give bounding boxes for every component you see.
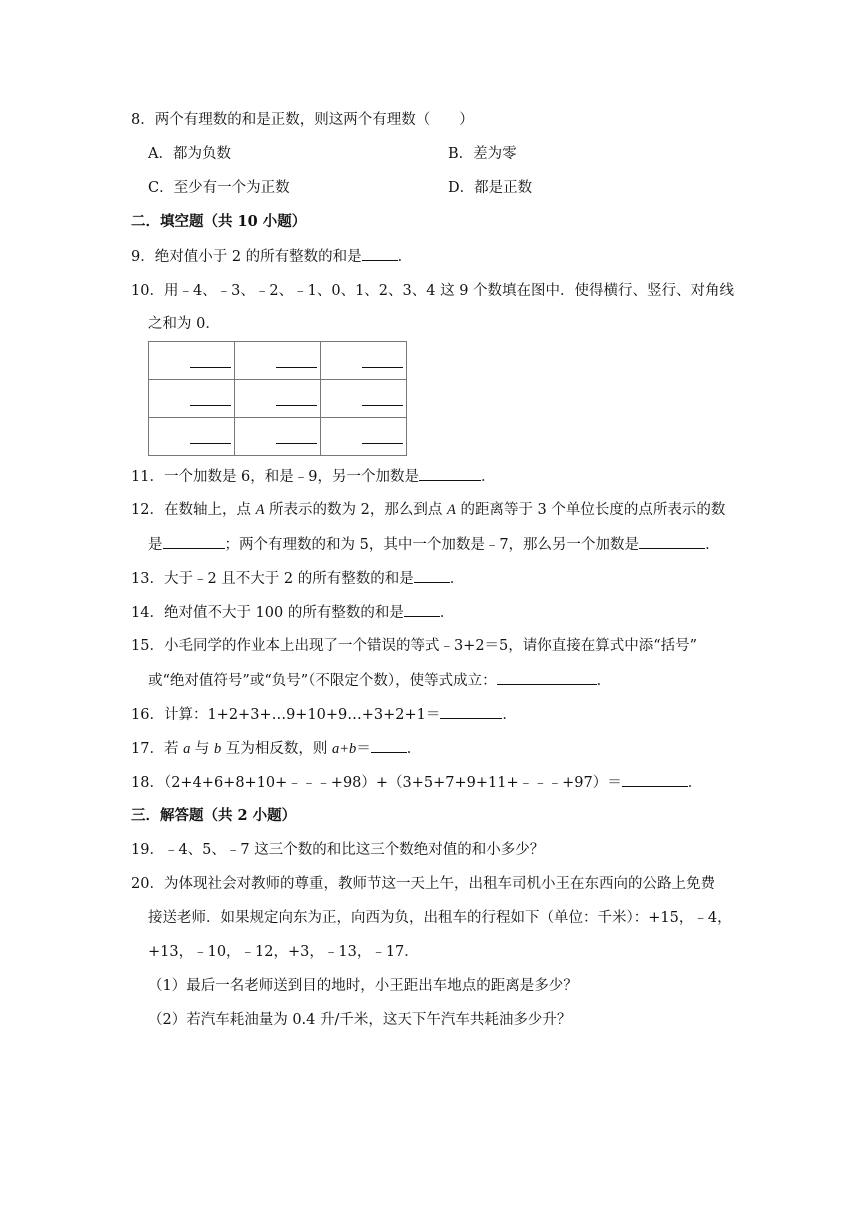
grid-cell — [321, 380, 407, 418]
grid-cell — [321, 418, 407, 456]
q11-end: ． — [481, 469, 496, 485]
q15-text: 或“绝对值符号”或“负号”（不限定个数），使等式成立： — [148, 673, 497, 689]
q8-option-b: B．差为零 — [448, 146, 517, 162]
q12-end: ． — [705, 537, 720, 553]
question-10-line1: 10．用﹣4、﹣3、﹣2、﹣1、0、1、2、3、4 这 9 个数填在图中．使得横行、竖行、对角线 — [131, 283, 735, 299]
question-10-line2: 之和为 0． — [148, 316, 220, 332]
answer-blank — [419, 466, 481, 481]
question-20-line2: 接送老师．如果规定向东为正，向西为负，出租车的行程如下（单位：千米）：+15，﹣4， — [148, 910, 732, 926]
answer-blank — [362, 405, 403, 406]
q17-text: 与 — [190, 741, 215, 757]
answer-blank — [190, 443, 231, 444]
q9-text: 9．绝对值小于 2 的所有整数的和是 — [131, 249, 362, 265]
q17-end: ． — [406, 741, 422, 757]
question-20-sub1: （1）最后一名老师送到目的地时，小王距出车地点的距离是多少？ — [148, 978, 578, 994]
q15-end: ． — [596, 673, 612, 689]
answer-blank — [190, 405, 231, 406]
answer-blank — [404, 602, 440, 617]
q13-text: 13．大于﹣2 且不大于 2 的所有整数的和是 — [131, 571, 414, 587]
q14-text: 14．绝对值不大于 100 的所有整数的和是 — [131, 605, 404, 621]
question-14 — [131, 602, 454, 623]
grid-cell — [149, 342, 235, 380]
number-grid — [148, 341, 407, 456]
q12-text: 12．在数轴上，点 — [131, 502, 256, 518]
q12-text: 所表示的数为 2，那么到点 — [264, 502, 447, 518]
section-2-heading: 二．填空题（共 10 小题） — [131, 213, 307, 230]
answer-blank — [276, 405, 317, 406]
question-20-line1: 20．为体现社会对教师的尊重，教师节这一天上午，出租车司机小王在东西向的公路上免费 — [131, 876, 715, 892]
answer-blank — [440, 704, 502, 719]
answer-blank — [276, 443, 317, 444]
answer-blank — [362, 367, 403, 368]
q17-text: 17．若 — [131, 741, 184, 757]
answer-blank — [371, 738, 407, 753]
q16-end: ． — [502, 707, 517, 723]
q16-text: 16．计算：1+2+3+…9+10+9…+3+2+1＝ — [131, 707, 441, 723]
q13-end: ． — [449, 571, 465, 587]
question-19: 19．﹣4、5、﹣7 这三个数的和比这三个数绝对值的和小多少？ — [131, 842, 545, 858]
answer-blank — [497, 670, 597, 685]
question-15-line2 — [148, 670, 611, 691]
question-12-line1 — [131, 500, 725, 520]
q18-text: 18．（2+4+6+8+10+﹣﹣﹣+98）+（3+5+7+9+11+﹣﹣﹣+97）＝ — [131, 775, 622, 791]
q17-text: ＝ — [356, 741, 371, 757]
q11-text: 11．一个加数是 6，和是﹣9，另一个加数是 — [131, 469, 420, 485]
point-a: A — [446, 502, 456, 518]
section-3-heading: 三．解答题（共 2 小题） — [131, 807, 297, 824]
question-17 — [131, 738, 421, 759]
q9-end: ． — [397, 249, 413, 265]
grid-cell — [235, 418, 321, 456]
answer-blank — [639, 534, 705, 549]
grid-cell — [235, 342, 321, 380]
question-20-sub2: （2）若汽车耗油量为 0.4 升/千米，这天下午汽车共耗油多少升？ — [148, 1012, 572, 1028]
answer-blank — [362, 246, 398, 261]
grid-cell — [149, 418, 235, 456]
question-20-line3: +13，﹣10，﹣12，+3，﹣13，﹣17． — [148, 944, 419, 960]
expression: a+b — [332, 741, 357, 757]
grid-cell — [149, 380, 235, 418]
question-16 — [131, 704, 517, 725]
q12-text: 的距离等于 3 个单位长度的点所表示的数 — [455, 502, 726, 518]
q18-end: ． — [687, 775, 703, 791]
q14-end: ． — [439, 605, 455, 621]
answer-blank — [276, 367, 317, 368]
question-9 — [131, 246, 412, 267]
answer-blank — [163, 534, 225, 549]
variable-a: a — [183, 741, 191, 757]
answer-blank — [190, 367, 231, 368]
q17-text: 互为相反数，则 — [221, 741, 332, 757]
q8-option-d: D．都是正数 — [448, 180, 533, 196]
answer-blank — [362, 443, 403, 444]
question-13 — [131, 568, 464, 589]
answer-blank — [414, 568, 450, 583]
point-a: A — [255, 502, 265, 518]
question-12-line2 — [148, 534, 720, 555]
question-11 — [131, 466, 496, 487]
question-8-stem: 8．两个有理数的和是正数，则这两个有理数（ ） — [131, 112, 474, 128]
q8-option-c: C．至少有一个为正数 — [148, 180, 290, 196]
grid-cell — [321, 342, 407, 380]
q12-text: 是 — [148, 537, 163, 553]
q8-option-a: A．都为负数 — [148, 146, 231, 162]
grid-cell — [235, 380, 321, 418]
question-18 — [131, 772, 702, 793]
question-15-line1: 15．小毛同学的作业本上出现了一个错误的等式﹣3+2＝5，请你直接在算式中添“括号” — [131, 638, 698, 654]
answer-blank — [622, 772, 688, 787]
variable-b: b — [214, 741, 222, 757]
q12-text: ；两个有理数的和为 5，其中一个加数是﹣7，那么另一个加数是 — [224, 537, 640, 553]
